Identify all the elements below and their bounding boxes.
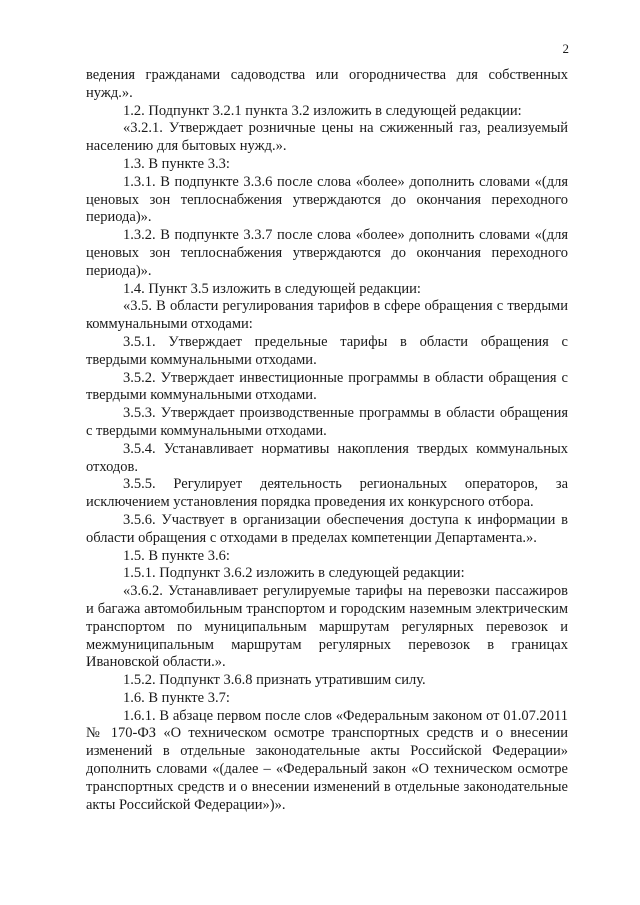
paragraph-3-5: «3.5. В области регулирования тарифов в сфере обращения с твердыми коммунальными отходами: (86, 298, 568, 333)
paragraph-continuation: ведения гражданами садоводства или огородничества для собственных нужд.». (86, 67, 568, 101)
paragraph-3-5-5: 3.5.5. Регулирует деятельность региональных операторов, за исключением установления порядка проведения их конкурсного отбора. (86, 476, 568, 511)
paragraph-3-2-1: «3.2.1. Утверждает розничные цены на сжиженный газ, реализуемый населению для бытовых нужд.». (86, 120, 568, 155)
paragraph-3-5-6: 3.5.6. Участвует в организации обеспечения доступа к информации в области обращения с отходами в пределах компетенции Департамента.». (86, 511, 568, 546)
paragraph-3-5-3: 3.5.3. Утверждает производственные программы в области обращения с твердыми коммунальными отходами. (86, 405, 568, 439)
paragraph-1-6: 1.6. В пункте 3.7: (123, 689, 230, 706)
paragraph-1-3-2: 1.3.2. В подпункте 3.3.7 после слова «более» дополнить словами «(для ценовых зон теплоснабжения утверждаются до окончания переходного периода)». (86, 227, 568, 279)
paragraph-1-3: 1.3. В пункте 3.3: (123, 155, 230, 172)
paragraph-1-4: 1.4. Пункт 3.5 изложить в следующей редакции: (123, 280, 421, 297)
page-number: 2 (562, 41, 569, 56)
paragraph-1-2: 1.2. Подпункт 3.2.1 пункта 3.2 изложить в следующей редакции: (123, 102, 522, 119)
document-body (86, 67, 568, 814)
paragraph-3-5-1: 3.5.1. Утверждает предельные тарифы в области обращения с твердыми коммунальными отходами. (86, 333, 568, 368)
paragraph-1-6-1: 1.6.1. В абзаце первом после слов «Федеральным законом от 01.07.2011 № 170-ФЗ «О техническом осмотре транспортных средств и о внесении изменений в отдельные законодательные акты Российской Федерации» дополнить словами «(далее – «Федеральный закон «О техническом осмотре транспортных средств и о внесении изменений в отдельные законодательные акты Российской Федерации»)». (86, 707, 568, 813)
paragraph-1-5-1: 1.5.1. Подпункт 3.6.2 изложить в следующей редакции: (123, 565, 465, 582)
paragraph-3-5-4: 3.5.4. Устанавливает нормативы накопления твердых коммунальных отходов. (86, 440, 568, 475)
paragraph-1-5-2: 1.5.2. Подпункт 3.6.8 признать утратившим силу. (123, 672, 426, 689)
paragraph-3-5-2: 3.5.2. Утверждает инвестиционные программы в области обращения с твердыми коммунальными отходами. (86, 369, 568, 404)
paragraph-1-5: 1.5. В пункте 3.6: (123, 547, 230, 564)
paragraph-1-3-1: 1.3.1. В подпункте 3.3.6 после слова «более» дополнить словами «(для ценовых зон теплоснабжения утверждаются до окончания переходного периода)». (86, 173, 568, 226)
paragraph-3-6-2: «3.6.2. Устанавливает регулируемые тарифы на перевозки пассажиров и багажа автомобильным транспортом и городским наземным электрическим транспортом по муниципальным маршрутам регулярных перевозок и межмуниципальным маршрутам регулярных перевозок в границах Ивановской области.». (86, 583, 568, 671)
